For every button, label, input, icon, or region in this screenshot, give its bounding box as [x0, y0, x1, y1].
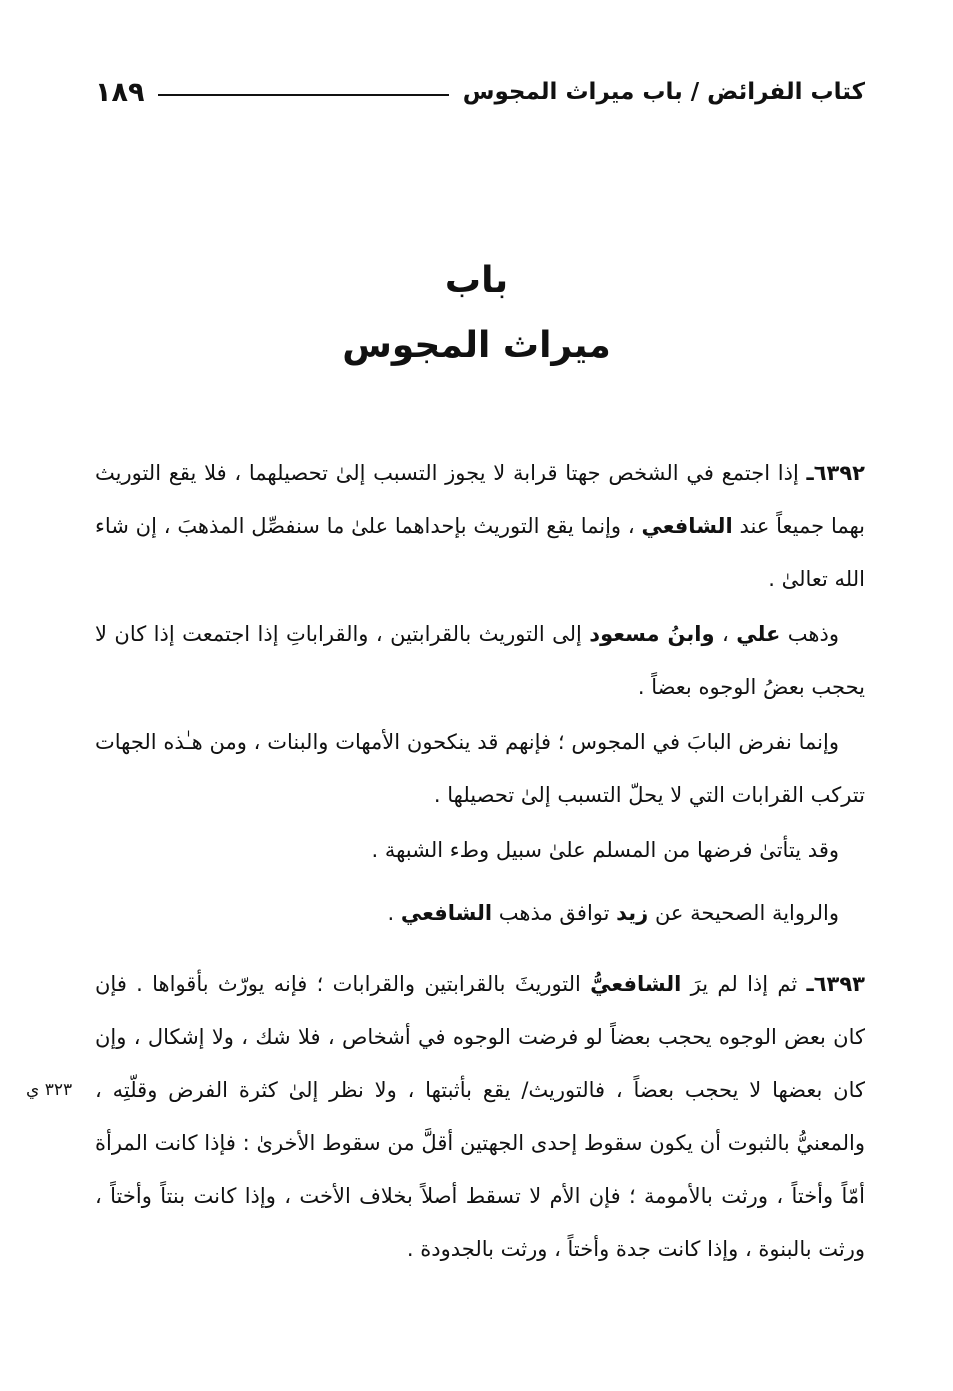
- paragraph-text: إلى التوريث بالقرابتين ، والقراباتِ إذا اجتمعت إذا كان لا يحجب بعضُ الوجوه بعضاً .: [95, 622, 865, 699]
- chapter-heading-title: ميراث المجوس: [342, 325, 611, 366]
- paragraph-6392: [95, 447, 865, 606]
- ruling-number: ٦٣٩٣ـ: [806, 972, 866, 996]
- scholar-name: الشافعيُّ: [590, 972, 682, 996]
- paragraph-text: ،: [714, 622, 737, 646]
- running-header: [95, 72, 865, 112]
- paragraph-text: وذهب: [780, 622, 839, 646]
- paragraph-text: وإنما نفرض البابَ في المجوس ؛ فإنهم قد ينكحون الأمهات والبنات ، ومن هـٰذه الجهات تتركب القرابات التي لا يحلّ التسبب إلىٰ تحصيلها .: [95, 730, 865, 807]
- paragraph-6393: [95, 958, 865, 1276]
- paragraph-text: إذا اجتمع في الشخص جهتا قرابة لا يجوز التسبب إلىٰ تحصيلهما ، فلا يقع التوريث بهما جميعاً عند: [95, 461, 866, 538]
- scholar-name: علي: [736, 622, 781, 646]
- header-rule: [158, 94, 448, 96]
- scholar-name: الشافعي: [400, 901, 493, 925]
- paragraph-text: وقد يتأتىٰ فرضها من المسلم علىٰ سبيل وطء الشبهة .: [371, 838, 839, 862]
- paragraph-text: توافق مذهب: [492, 901, 617, 925]
- paragraph-text: .: [387, 901, 401, 925]
- scholar-name: الشافعي: [641, 514, 733, 538]
- running-title: كتاب الفرائض / باب ميراث المجوس: [462, 79, 865, 105]
- paragraph-ali-ibn-masud: [95, 608, 865, 714]
- chapter-heading-bab: باب: [444, 260, 509, 301]
- scholar-name: وابنُ مسعود: [589, 622, 715, 646]
- manuscript-folio-note: ٣٢٣ ي: [26, 1080, 73, 1100]
- scholar-name: زيد: [616, 901, 649, 925]
- page-number: ١٨٩: [95, 76, 145, 108]
- paragraph-text: التوريثَ بالقرابتين والقرابات ؛ فإنه يورّث بأقواها . فإن كان بعض الوجوه يحجب بعضاً لو فرضت الوجوه في أشخاص ، فلا شك ، ولا إشكال ، وإن كان بعضها لا يحجب بعضاً ، فالتوريث/ يقع بأثبتها ، ولا نظر إلىٰ كثرة الفرض وقلّتِه ، والمعنيُّ بالثبوت أن يكون سقوط إحدى الجهتين أقلَّ من سقوط الأخرىٰ : فإذا كانت المرأة أمّاً وأختاً ، ورثت بالأمومة ؛ فإن الأم لا تسقط أصلاً بخلاف الأخت ، وإذا كانت بنتاً وأختاً ، ورثت بالبنوة ، وإذا كانت جدة وأختاً ، ورثت بالجدودة .: [95, 972, 865, 1261]
- paragraph-shubha: [95, 824, 865, 877]
- paragraph-text: والرواية الصحيحة عن: [648, 901, 839, 925]
- paragraph-text: ثم إذا لم يرَ: [681, 972, 807, 996]
- paragraph-majus: [95, 716, 865, 822]
- paragraph-text: ، وإنما يقع التوريث بإحداهما علىٰ ما سنفصِّل المذهبَ ، إن شاء الله تعالىٰ .: [95, 514, 865, 591]
- ruling-number: ٦٣٩٢ـ: [806, 461, 865, 485]
- paragraph-zayd: [95, 887, 865, 940]
